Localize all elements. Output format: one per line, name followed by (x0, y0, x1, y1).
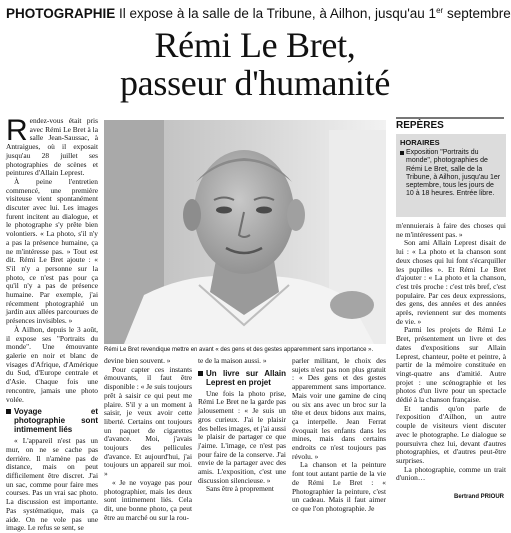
col2-paragraph-2: Pour capter ces instants émouvants, il faut être disponible : « Je suis toujours prêt à saisir ce qui peut me plaire. S'il y a un moment à saisir, je veux avoir cette liberté. Certains ont toujours un paquet de cigarettes d'avance. Moi, j'avais toujours des pellicules d'avance. Et aujourd'hui, j'ai toujours un appareil sur moi. » (104, 364, 192, 479)
col3-paragraph-1: te de la maison aussi. » (198, 356, 267, 365)
col5-paragraph-2: Son ami Allain Leprest disait de lui : « La photo et la chanson sont deux choses qui lui font s'écarquiller les pupilles ». Et Rémi Le Bret d'ajouter : « La photo et la chanson, c'est très proche : c'est très bref, c'est populaire. Par ces deux expressions, des gens, des années et des années après, reviennent sur des moments de vie. » (396, 238, 506, 326)
col3-paragraph-3: Sans être à proprement (206, 484, 274, 494)
headline-line-1: Rémi Le Bret, (154, 25, 356, 65)
col2-paragraph-1: devine bien souvent. » (104, 356, 171, 365)
subheading-livre: Un livre sur Allain Leprest en projet (198, 369, 286, 387)
kicker-sup: er (436, 6, 444, 15)
col5-paragraph-1: m'ennuierais à faire des choses qui ne m'intéressent pas. » (396, 221, 506, 239)
dropcap: R (6, 114, 28, 147)
section-label: PHOTOGRAPHIE (6, 6, 116, 21)
horaires-heading: HORAIRES (400, 138, 440, 147)
col3-paragraph-2: Une fois la photo prise, Rémi Le Bret ne la garde pas jalousement : « Je suis un gros curieux. J'ai le plaisir des belles images, et j'ai aussi le plaisir de partager ce que j'aime. L'image, ce n'est pas pour faire de la conserve. J'ai envie de la partager avec des amis. L'exposition, c'est une discussion silencieuse. » (198, 388, 286, 485)
subheading-voyage: Voyage et photographie sont intimement liés (6, 407, 98, 434)
reperes-title: REPÈRES (396, 117, 504, 134)
article-column-1 (6, 114, 98, 533)
col1-paragraph-4: « L'appareil n'est pas un mur, on ne se cache pas derrière. Il n'amène pas de distance, mais on peut difficilement être discret. J'ai un sac, comme pour faire mes courses. Pas un vrai sac photo. La discussion est importante. Pas systématique, mais ça aide. On ne vole pas une image. Le refus se sent, se (6, 436, 98, 533)
horaires-info: Exposition "Portraits du monde", photographies de Rémi Le Bret, salle de la Tribune, à Ailhon, jusqu'au 1er septembre, tous les jours de 10 à 18 heures. Entrée libre. (400, 149, 502, 199)
photo-caption: Rémi Le Bret revendique mettre en avant « des gens et des gestes apparemment sans importance ». (104, 347, 374, 353)
col2-paragraph-3: « Je ne voyage pas pour photographier, mais les deux sont intimement liés. Cela dit, une bonne photo, ça peut être au marché ou sur la rou- (104, 477, 192, 522)
col4-paragraph-2: La chanson et la peinture font tout autant partie de la vie de Rémi Le Bret : « Photographier la peinture, c'est un cadeau. Mais il faut aimer ce que l'on photographie. Je (292, 460, 386, 513)
article-column-3 (198, 357, 286, 502)
article-column-5 (396, 222, 506, 492)
col1-paragraph-1: endez-vous était pris avec Rémi Le Bret à la salle Jean-Saussac, à Antraigues, où il exposait jusqu'au 28 juillet ses photographies de scènes et peintures d'Allain Leprest. (6, 116, 98, 178)
col5-paragraph-3: Parmi les projets de Rémi Le Bret, présentement un livre et des dates d'expositions sur Allain Leprest, chanteur, poète et peintre, à partir de la mémoire constituée en vingt-quatre ans d'amitié. Autre projet : une scénographie et les photos d'un livre pour un spectacle dédié à la chanson française. (396, 325, 506, 405)
col1-paragraph-2: À peine l'entretien commencé, une première visiteuse vient spontanément discuter avec lui. Les images furent incitent au dialogue, et le photographe s'y prête bien volontiers. « La photo, s'il n'y a pas la présence humaine, ça ne m'intéresse pas. » Tout est dit. Rémi Le Bret ajoute : « S'il n'y a personne sur la photo, ce n'est pas pour ça qu'il n'y a pas de présence humaine. Par exemple, j'ai récemment photographié un jardin aux allées parcourues de présences invisibles. » (6, 176, 98, 326)
col4-paragraph-1: parler militant, le choix des sujets n'est pas non plus gratuit : « Des gens et des gestes apparemment sans importance. Mais voir une gamine de cinq ou six ans avec un broc sur la tête et deux bidons aux mains, ça interpelle. Jean Ferrat évoquait les enfants dans les mines, mais dans certains endroits ce n'est toujours pas révolu. » (292, 356, 386, 461)
headline-line-2: passeur d'humanité (119, 63, 390, 103)
headline (60, 26, 450, 102)
col5-paragraph-5: La photographie, comme un trait d'union… (396, 464, 506, 483)
portrait-photo (104, 120, 386, 344)
portrait-illustration (104, 120, 386, 344)
reperes-box (396, 134, 506, 217)
author-signature: Bertrand PRIOUR (453, 494, 504, 500)
col5-paragraph-4: Et tandis qu'on parle de l'exposition d'Ailhon, un autre couple de visiteurs vient discuter avec le photographe. Le dialogue se poursuivra chez lui, devant d'autres photographies, et d'autres peut-être surprises. (396, 403, 506, 465)
col1-paragraph-3: À Ailhon, depuis le 3 août, il expose ses "Portraits du monde". Une émouvante galerie en noir et blanc de visages d'Afrique, d'Amérique du Sud, d'Europe centrale et d'Asie. Chaque fois une rencontre, jamais une photo volée. (6, 324, 98, 404)
article-column-4 (292, 356, 386, 513)
kicker (6, 2, 511, 21)
article-column-2 (104, 356, 192, 522)
kicker-text: Il expose à la salle de la Tribune, à Ailhon, jusqu'au 1 (119, 6, 437, 21)
kicker-tail: septembre (443, 6, 511, 21)
